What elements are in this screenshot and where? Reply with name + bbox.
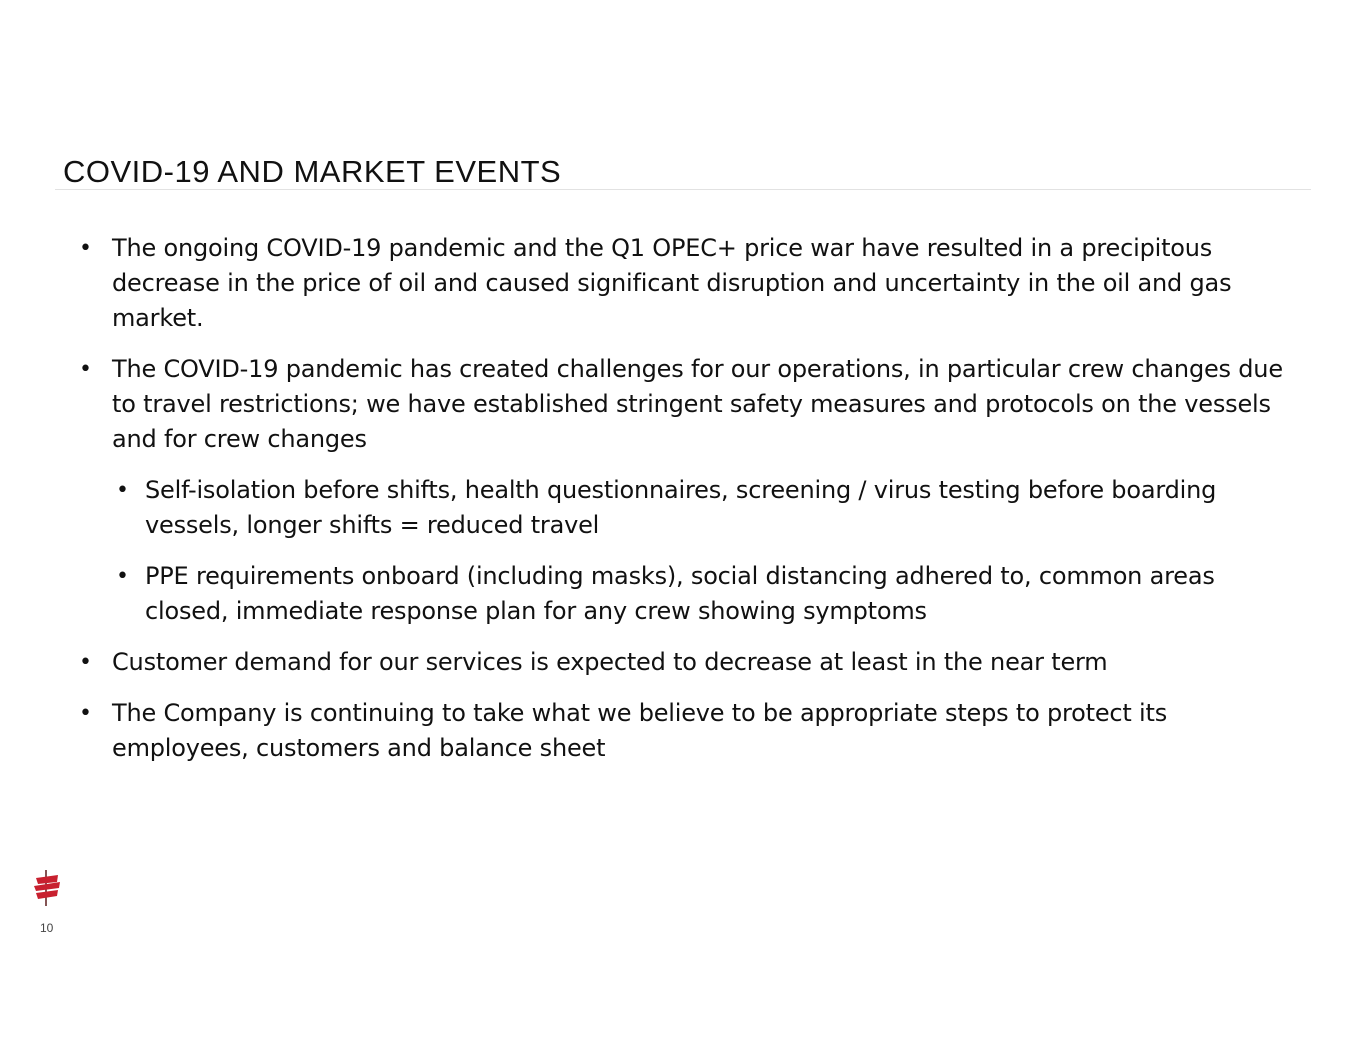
list-item <box>70 559 1300 629</box>
bullet-marker: • <box>79 650 92 675</box>
bullet-text: The COVID-19 pandemic has created challenges for our operations, in particular crew changes due to travel restrictions; we have established stringent safety measures and protocols on the vessels and for crew changes <box>112 355 1283 453</box>
bullet-text: Self-isolation before shifts, health questionnaires, screening / virus testing before boarding vessels, longer shifts = reduced travel <box>145 476 1217 539</box>
bullet-text: The Company is continuing to take what we believe to be appropriate steps to protect its employees, customers and balance sheet <box>112 699 1168 762</box>
list-item <box>70 645 1300 680</box>
bullet-marker: • <box>79 701 92 726</box>
bullet-text: Customer demand for our services is expected to decrease at least in the near term <box>112 648 1108 676</box>
page-number: 10 <box>40 921 54 935</box>
bullet-marker: • <box>79 236 92 261</box>
bullet-marker: • <box>79 357 92 382</box>
bullet-text: PPE requirements onboard (including masks), social distancing adhered to, common areas closed, immediate response plan for any crew showing symptoms <box>145 562 1215 625</box>
list-item <box>70 231 1300 336</box>
list-item <box>70 696 1300 766</box>
slide-title: COVID-19 AND MARKET EVENTS <box>63 154 562 189</box>
list-item <box>70 473 1300 543</box>
list-item <box>70 352 1300 457</box>
bullet-text: The ongoing COVID-19 pandemic and the Q1 OPEC+ price war have resulted in a precipitous decrease in the price of oil and caused significant disruption and uncertainty in the oil and gas market. <box>112 234 1232 332</box>
bullet-list <box>70 231 1300 782</box>
bullet-marker: • <box>116 564 129 589</box>
bullet-marker: • <box>116 478 129 503</box>
title-divider <box>55 189 1311 190</box>
company-logo-icon <box>30 870 64 906</box>
